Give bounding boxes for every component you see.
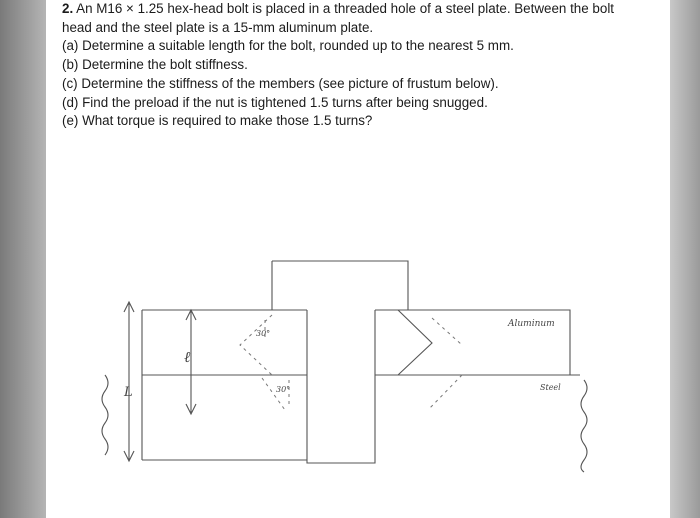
question-a: (a) Determine a suitable length for the bolt, rounded up to the nearest 5 mm. [62,38,514,54]
problem-line-2: head and the steel plate is a 15-mm aluminum plate. [62,19,374,35]
angle-label-top: 30° [256,329,271,338]
problem-line-1: 2. An M16 × 1.25 hex-head bolt is placed in a threaded hole of a steel plate. Between the bolt [62,1,615,16]
frustum-dash-right-top [432,318,462,345]
bolt-shank [307,310,375,463]
frustum-dash-left-top [240,315,272,375]
problem-number: 2. [62,1,74,16]
aluminum-plate [142,310,570,375]
question-b: (b) Determine the bolt stiffness. [62,57,248,73]
question-e: (e) What torque is required to make those 1.5 turns? [62,113,373,129]
left-break-line [102,375,108,455]
label-l: ℓ [184,348,191,366]
label-aluminum: Aluminum [508,319,555,329]
frustum-dash-right-bottom [428,375,462,410]
question-d: (d) Find the preload if the nut is tightened 1.5 turns after being snugged. [62,94,488,110]
label-L: L [124,385,133,400]
label-steel: Steel [540,383,561,392]
frustum-right [398,310,432,375]
frustum-dash-left-bottom [262,378,285,410]
question-c: (c) Determine the stiffness of the members (see picture of frustum below). [62,75,499,91]
dimension-L-line [124,302,134,461]
bolt-head [272,261,408,310]
angle-label-bottom: 30° [276,385,291,394]
right-break-line [581,380,587,472]
